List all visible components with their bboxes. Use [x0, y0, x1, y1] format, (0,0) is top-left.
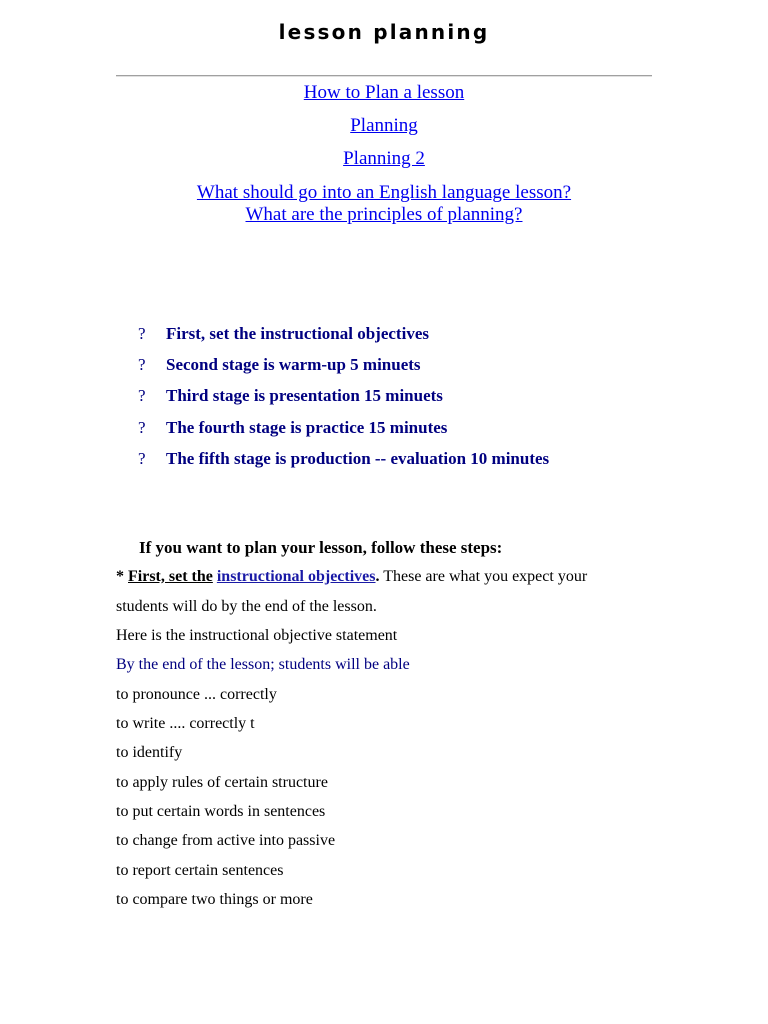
list-item-text: Second stage is warm-up 5 minuets: [166, 355, 421, 374]
list-item: [138, 418, 447, 438]
bullet-mark: ?: [138, 355, 146, 374]
bullet-mark: ?: [138, 324, 146, 343]
link-how-to-plan[interactable]: How to Plan a lesson: [303, 82, 465, 103]
page-title: lesson planning: [278, 20, 490, 44]
objective-item: to apply rules of certain structure: [116, 774, 328, 791]
list-item-text: Third stage is presentation 15 minuets: [166, 386, 443, 405]
list-item-text: The fourth stage is practice 15 minutes: [166, 418, 448, 437]
objective-item: to pronounce ... correctly: [116, 686, 277, 703]
first-step-bold: First, set the: [128, 568, 213, 585]
first-step-line: [116, 567, 587, 587]
objective-item: to report certain sentences: [116, 862, 284, 879]
list-item-text: The fifth stage is production -- evaluation 10 minutes: [166, 449, 550, 468]
objective-item: to put certain words in sentences: [116, 803, 326, 820]
bullet-mark: ?: [138, 386, 146, 405]
list-item: [138, 386, 443, 406]
objective-lead: By the end of the lesson; students will be able: [116, 656, 410, 673]
first-step-rest: These are what you expect your: [379, 568, 588, 585]
list-item-text: First, set the instructional objectives: [166, 324, 429, 343]
link-english-lesson[interactable]: What should go into an English language lesson?: [196, 182, 572, 203]
objective-item: to change from active into passive: [116, 832, 336, 849]
body-line: students will do by the end of the lesson.: [116, 598, 377, 615]
horizontal-rule: [116, 75, 652, 77]
first-step-period: .: [375, 568, 380, 585]
instructional-objectives-link[interactable]: instructional objectives: [216, 568, 376, 585]
star-mark: *: [116, 568, 128, 585]
steps-intro: If you want to plan your lesson, follow these steps:: [139, 538, 503, 557]
body-line: Here is the instructional objective statement: [116, 627, 398, 644]
link-principles[interactable]: What are the principles of planning?: [245, 204, 523, 225]
bullet-mark: ?: [138, 418, 146, 437]
objective-item: to write .... correctly t: [116, 715, 255, 732]
list-item: [138, 324, 429, 344]
objective-item: to compare two things or more: [116, 891, 313, 908]
objective-item: to identify: [116, 744, 183, 761]
link-planning[interactable]: Planning: [350, 115, 418, 136]
list-item: [138, 449, 549, 469]
list-item: [138, 355, 421, 375]
bullet-mark: ?: [138, 449, 146, 468]
link-planning-2[interactable]: Planning 2: [343, 148, 425, 169]
